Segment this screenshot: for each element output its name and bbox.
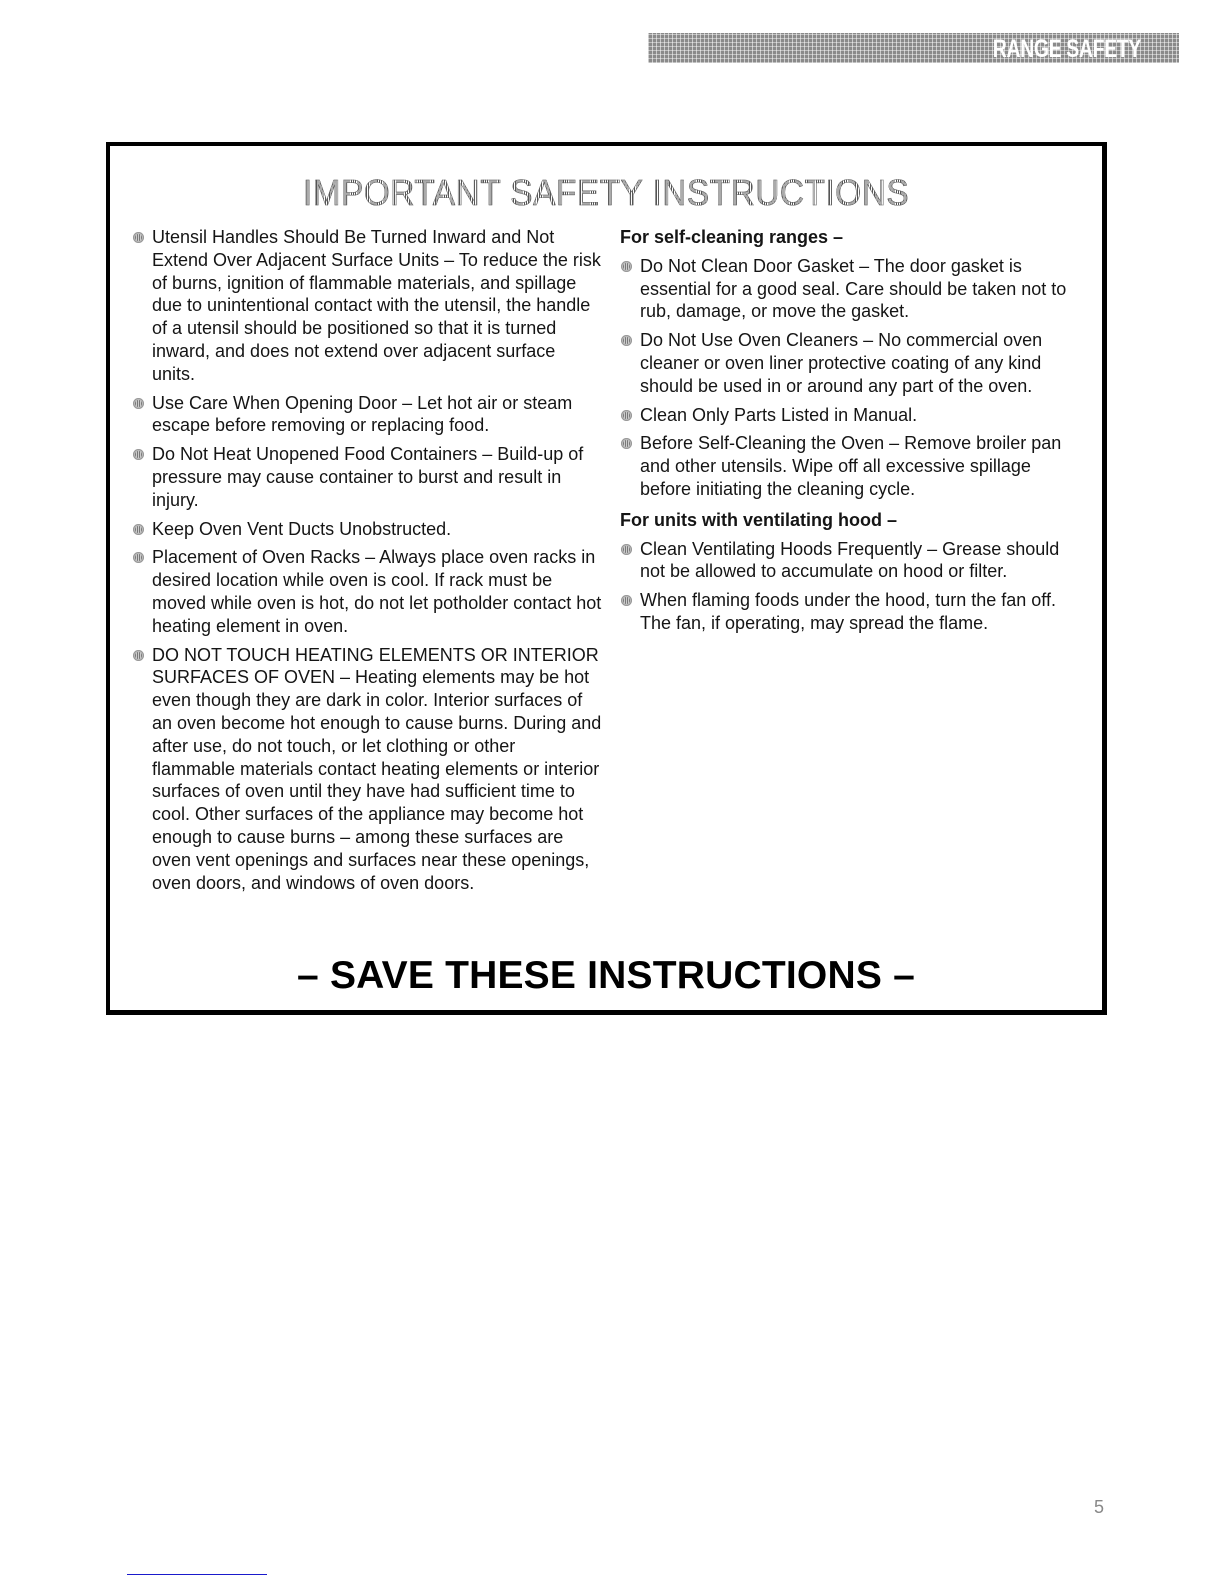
item-text: When flaming foods under the hood, turn the fan off. The fan, if operating, may spread the flame. [640,590,1056,633]
right-column [620,226,1080,641]
bullet-icon [133,232,144,243]
list-item [620,538,1080,584]
item-text: Use Care When Opening Door – Let hot air or steam escape before removing or replacing food. [152,392,573,436]
bullet-icon [621,410,632,421]
item-text: Keep Oven Vent Ducts Unobstructed. [152,518,452,539]
page-number: 5 [1094,1497,1105,1517]
item-text: Clean Ventilating Hoods Frequently – Grease should not be allowed to accumulate on hood or filter. [640,538,1060,582]
list-item [620,255,1080,323]
item-text: Do Not Clean Door Gasket – The door gasket is essential for a good seal. Care should be taken not to rub, damage, or move the gasket. [640,255,1067,322]
safety-instructions-box [106,142,1107,1015]
section-title: RANGE SAFETY [992,35,1141,63]
save-instructions-footer: – SAVE THESE INSTRUCTIONS – [297,954,915,997]
bullet-icon [621,335,632,346]
list-item [620,404,1080,427]
list-item [620,589,1080,635]
box-title: IMPORTANT SAFETY INSTRUCTIONS [145,172,1068,214]
bullet-icon [133,650,144,661]
bullet-icon [621,261,632,272]
list-item [132,392,602,438]
self-cleaning-heading: For self-cleaning ranges – [620,227,844,247]
bullet-icon [621,595,632,606]
list-item [620,432,1080,500]
bullet-icon [133,524,144,535]
section-header-band [648,33,1179,63]
item-text: Utensil Handles Should Be Turned Inward and Not Extend Over Adjacent Surface Units – To reduce the risk of burns, ignition of flammable materials, and spillage due to unintentional contact with the utensil, the handle of a utensil should be positioned so that it is turned inward, and does not extend over adjacent surface units. [152,227,601,384]
list-item [620,329,1080,397]
list-item [132,644,602,895]
bullet-icon [133,552,144,563]
list-item [132,546,602,637]
bullet-icon [621,438,632,449]
item-text: Placement of Oven Racks – Always place oven racks in desired location while oven is cool. If rack must be moved while oven is hot, do not let potholder contact hot heating element in oven. [152,547,602,636]
item-text: Do Not Heat Unopened Food Containers – Build-up of pressure may cause container to burst and result in injury. [152,444,584,510]
footer-rule [127,1574,267,1575]
list-item [132,518,602,541]
ventilating-hood-heading: For units with ventilating hood – [620,509,897,530]
item-text: Do Not Use Oven Cleaners – No commercial oven cleaner or oven liner protective coating of any kind should be used in or around any part of the oven. [640,330,1043,396]
item-text: Clean Only Parts Listed in Manual. [640,404,918,425]
item-text: DO NOT TOUCH HEATING ELEMENTS OR INTERIOR SURFACES OF OVEN – Heating elements may be hot even though they are dark in color. Interior surfaces of an oven become hot enough to cause burns. During and after use, do not touch, or let clothing or other flammable materials contact heating elements or interior surfaces of oven until they have had sufficient time to cool. Other surfaces of the appliance may become hot enough to cause burns – among these surfaces are oven vent openings and surfaces near these openings, oven doors, and windows of oven doors. [152,644,602,893]
left-column [132,226,602,900]
item-text: Before Self-Cleaning the Oven – Remove broiler pan and other utensils. Wipe off all excessive spillage before initiating the cleaning cycle. [640,433,1062,499]
bullet-icon [133,398,144,409]
bullet-icon [621,544,632,555]
bullet-icon [133,449,144,460]
list-item [132,226,602,386]
list-item [132,443,602,511]
